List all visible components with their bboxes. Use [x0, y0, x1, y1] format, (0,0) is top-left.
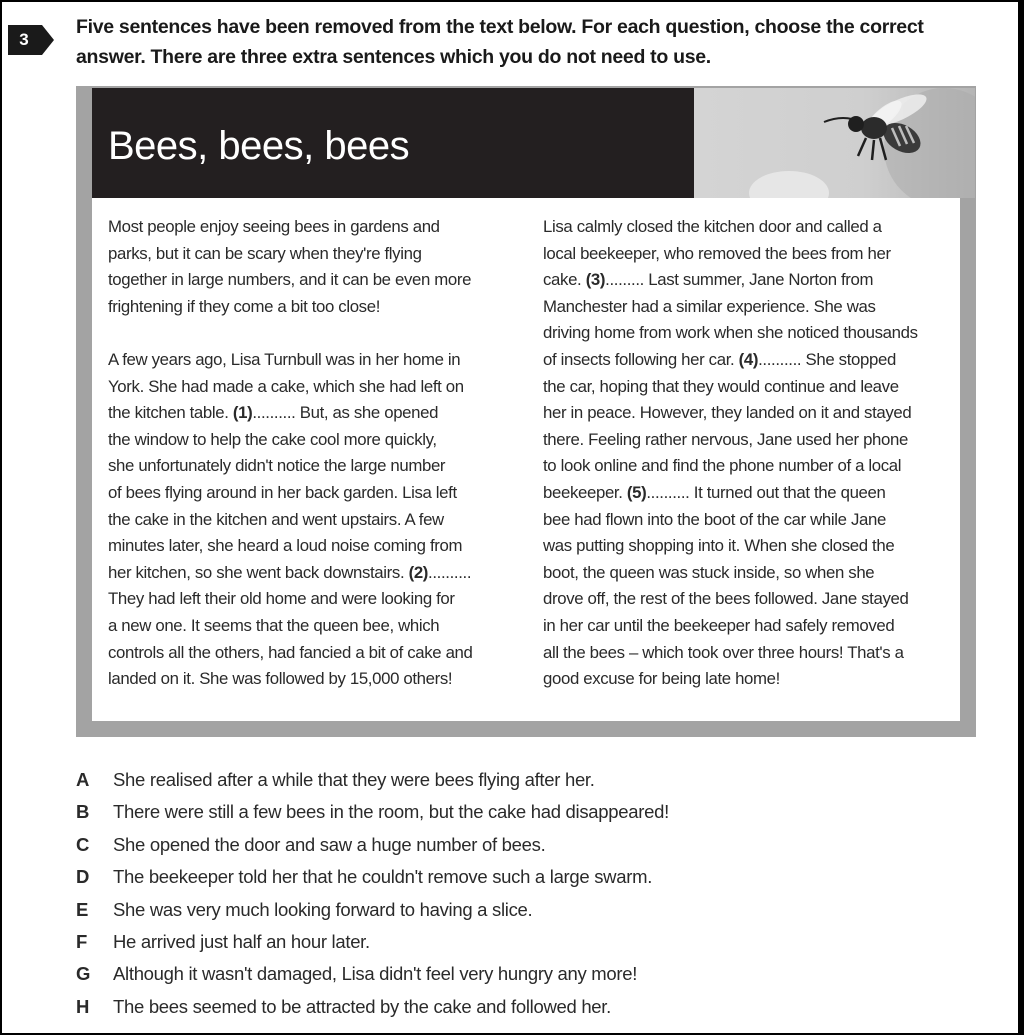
text-line: [543, 214, 958, 241]
option-c: [76, 829, 976, 861]
text-segment: ......... Last summer, Jane Norton from: [605, 270, 874, 290]
gap-number: (3): [585, 270, 606, 290]
text-segment: .......... But, as she opened: [252, 403, 439, 423]
text-segment: beekeeper.: [543, 482, 627, 502]
gap-number: (5): [626, 482, 647, 502]
text-line: [543, 507, 958, 534]
text-segment: all the bees – which took over three hours! That's a: [543, 642, 904, 662]
option-text: There were still a few bees in the room, but the cake had disappeared!: [113, 801, 669, 823]
text-segment: A few years ago, Lisa Turnbull was in her home in: [108, 349, 461, 369]
option-text: Although it wasn't damaged, Lisa didn't feel very hungry any more!: [113, 963, 638, 985]
option-text: The bees seemed to be attracted by the cake and followed her.: [113, 995, 611, 1017]
text-segment: her kitchen, so she went back downstairs.: [108, 562, 409, 582]
option-b: [76, 796, 976, 828]
article-paragraph: [543, 214, 958, 693]
text-segment: Manchester had a similar experience. She was: [543, 296, 876, 316]
text-line: [108, 214, 528, 241]
option-text: The beekeeper told her that he couldn't remove such a large swarm.: [113, 866, 653, 888]
option-letter: A: [76, 769, 90, 790]
article-paragraph: [108, 347, 528, 693]
text-segment: was putting shopping into it. When she closed the: [543, 536, 895, 556]
text-segment: the car, hoping that they would continue and leave: [543, 376, 899, 396]
article-body: [92, 198, 960, 721]
text-segment: landed on it. She was followed by 15,000 others!: [108, 669, 453, 689]
text-segment: of bees flying around in her back garden. Lisa left: [108, 482, 457, 502]
option-letter: C: [76, 833, 90, 855]
text-line: [108, 533, 528, 560]
text-line: [543, 666, 958, 693]
text-line: [108, 294, 528, 321]
text-line: [108, 666, 528, 693]
text-line: [543, 560, 958, 587]
article-column-right: [543, 214, 958, 719]
text-line: [108, 241, 528, 268]
text-segment: good excuse for being late home!: [543, 669, 780, 689]
text-segment: driving home from work when she noticed thousands: [543, 323, 918, 343]
text-line: [543, 267, 958, 294]
gap-number: (2): [408, 562, 429, 582]
text-segment: parks, but it can be scary when they're flying: [108, 243, 422, 263]
text-segment: .......... She stopped: [758, 349, 896, 369]
instructions: [76, 12, 996, 72]
option-letter: H: [76, 995, 90, 1017]
gap-number: (1): [232, 403, 253, 423]
question-number: 3: [19, 30, 29, 49]
text-line: [108, 347, 528, 374]
text-line: [543, 586, 958, 613]
article-box: [76, 86, 976, 737]
article-column-left: [108, 214, 528, 719]
text-segment: minutes later, she heard a loud noise coming from: [108, 536, 463, 556]
bee-photo: [694, 88, 975, 198]
text-segment: to look online and find the phone number of a local: [543, 456, 902, 476]
option-text: She was very much looking forward to having a slice.: [113, 898, 533, 920]
text-line: [108, 267, 528, 294]
option-letter: B: [76, 801, 90, 823]
text-line: [543, 294, 958, 321]
text-line: [108, 400, 528, 427]
option-g: [76, 958, 976, 990]
option-e: [76, 894, 976, 926]
text-line: [543, 320, 958, 347]
text-line: [108, 613, 528, 640]
text-segment: of insects following her car.: [543, 349, 739, 369]
text-line: [543, 480, 958, 507]
text-segment: They had left their old home and were looking for: [108, 589, 455, 609]
text-line: [543, 453, 958, 480]
text-segment: York. She had made a cake, which she had left on: [108, 376, 464, 396]
text-line: [543, 533, 958, 560]
page-edge-bar: [1018, 0, 1024, 1035]
text-segment: her in peace. However, they landed on it and stayed: [543, 403, 912, 423]
question-number-badge: [8, 25, 48, 55]
option-letter: G: [76, 963, 91, 985]
bee-icon: [694, 88, 975, 198]
option-letter: E: [76, 898, 89, 920]
text-segment: Lisa calmly closed the kitchen door and called a: [543, 217, 882, 236]
text-segment: a new one. It seems that the queen bee, which: [108, 615, 440, 635]
text-line: [543, 374, 958, 401]
text-line: [108, 586, 528, 613]
option-d: [76, 861, 976, 893]
text-segment: the cake in the kitchen and went upstairs. A few: [108, 509, 444, 529]
text-segment: the window to help the cake cool more quickly,: [108, 429, 437, 449]
option-a: [76, 764, 976, 796]
text-line: [543, 613, 958, 640]
option-text: She opened the door and saw a huge number of bees.: [113, 833, 546, 855]
text-line: [543, 640, 958, 667]
text-segment: Most people enjoy seeing bees in gardens and: [108, 217, 440, 236]
text-segment: .......... It turned out that the queen: [646, 482, 886, 502]
option-h: [76, 991, 976, 1023]
option-letter: F: [76, 930, 88, 952]
gap-number: (4): [738, 349, 759, 369]
text-line: [108, 374, 528, 401]
text-segment: controls all the others, had fancied a bit of cake and: [108, 642, 473, 662]
text-line: [108, 453, 528, 480]
text-line: [108, 427, 528, 454]
text-line: [543, 347, 958, 374]
text-segment: local beekeeper, who removed the bees from her: [543, 243, 891, 263]
text-segment: in her car until the beekeeper had safely removed: [543, 615, 895, 635]
text-line: [108, 640, 528, 667]
option-letter: D: [76, 866, 90, 888]
text-line: [543, 241, 958, 268]
text-segment: the kitchen table.: [108, 403, 233, 423]
text-segment: she unfortunately didn't notice the large number: [108, 456, 446, 476]
text-segment: ..........: [428, 562, 472, 582]
text-line: [108, 560, 528, 587]
text-segment: frightening if they come a bit too close!: [108, 296, 381, 316]
text-segment: drove off, the rest of the bees followed. Jane stayed: [543, 589, 909, 609]
text-segment: boot, the queen was stuck inside, so when she: [543, 562, 875, 582]
text-line: [108, 480, 528, 507]
text-line: [108, 507, 528, 534]
instructions-line: Five sentences have been removed from the text below. For each question, choose the correct: [76, 16, 924, 38]
instructions-line: answer. There are three extra sentences which you do not need to use.: [76, 46, 711, 68]
option-text: She realised after a while that they were bees flying after her.: [113, 769, 595, 790]
text-line: [543, 400, 958, 427]
text-segment: together in large numbers, and it can be even more: [108, 270, 472, 290]
option-text: He arrived just half an hour later.: [113, 930, 370, 952]
text-segment: bee had flown into the boot of the car while Jane: [543, 509, 886, 529]
article-title: Bees, bees, bees: [108, 124, 410, 168]
text-segment: cake.: [543, 270, 586, 290]
answer-options: [76, 764, 976, 1023]
text-line: [543, 427, 958, 454]
article-paragraph: [108, 214, 528, 320]
option-f: [76, 926, 976, 958]
text-segment: there. Feeling rather nervous, Jane used her phone: [543, 429, 908, 449]
title-band: [92, 88, 694, 198]
